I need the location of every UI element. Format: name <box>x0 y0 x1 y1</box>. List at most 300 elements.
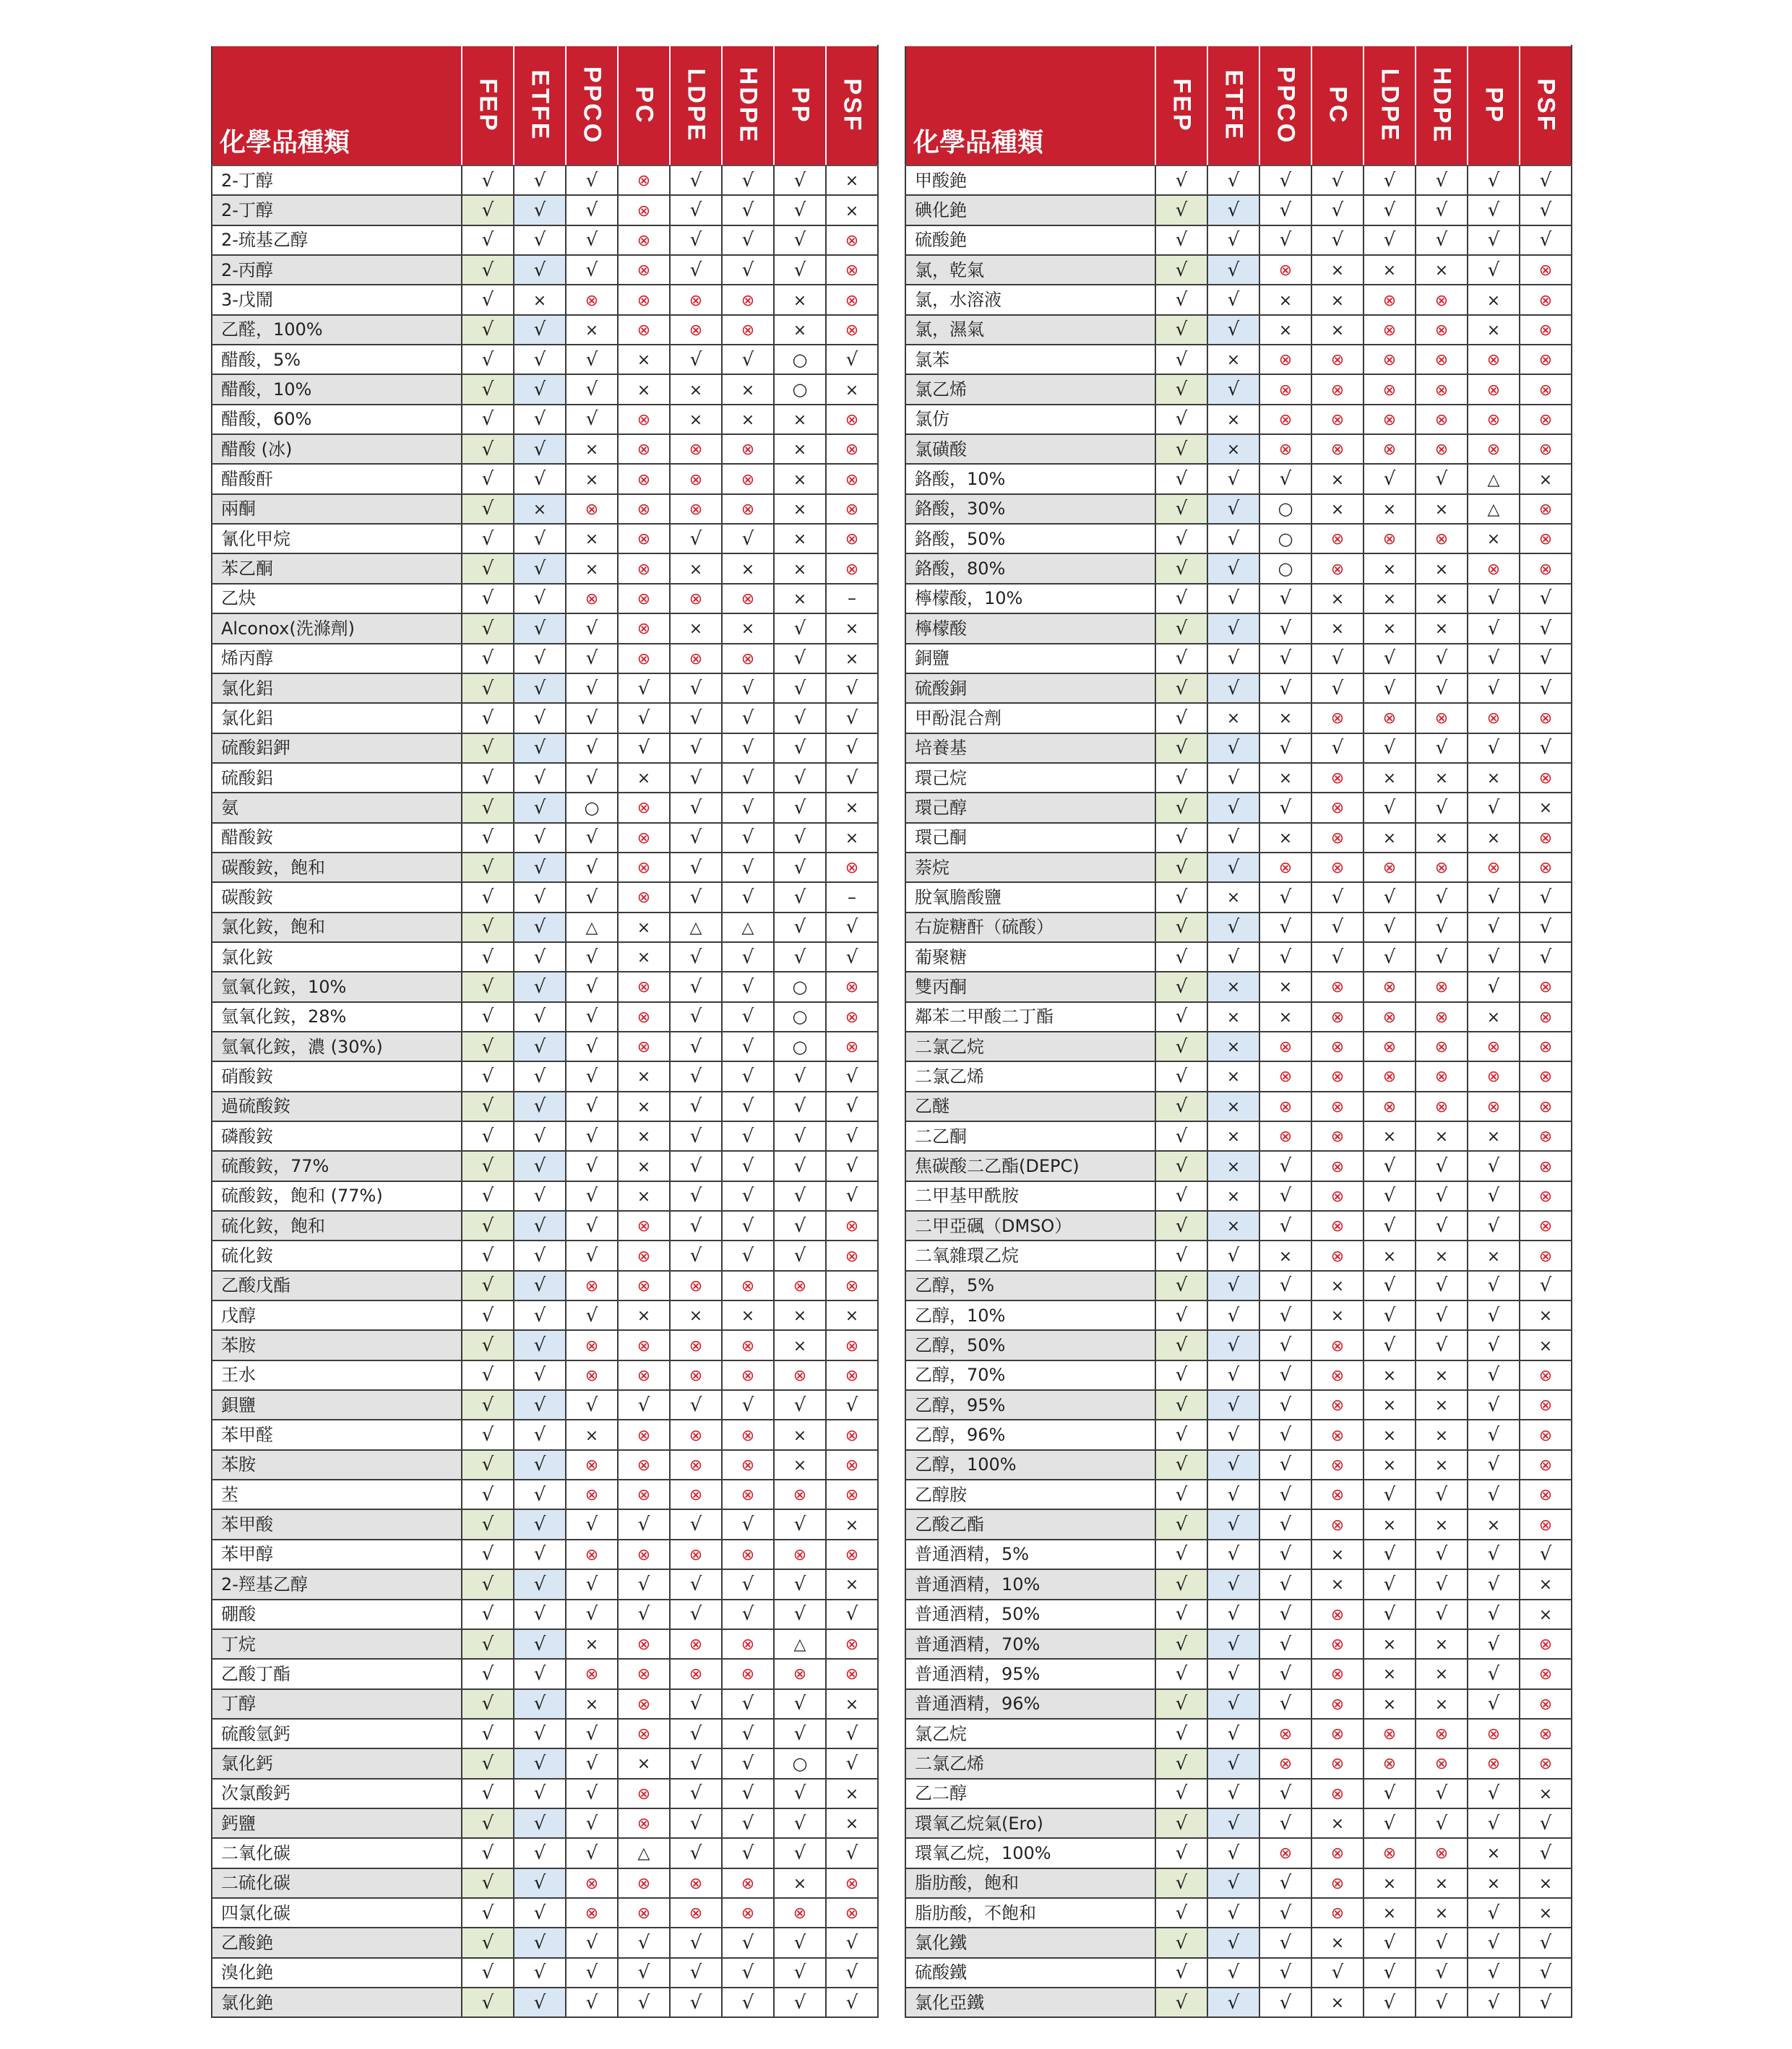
rating-ok: √ <box>1155 733 1207 763</box>
rating-ok: √ <box>1155 1988 1207 2017</box>
rating-incompatible: ⊗ <box>618 1540 670 1569</box>
rating-ok: √ <box>1364 1988 1416 2017</box>
rating-not-recommended: × <box>722 374 774 404</box>
rating-not-recommended: × <box>1416 763 1468 793</box>
rating-incompatible: ⊗ <box>1468 1719 1520 1748</box>
table-row <box>905 1300 1572 1330</box>
rating-incompatible: ⊗ <box>618 1808 670 1838</box>
rating-incompatible: ⊗ <box>1520 285 1572 314</box>
rating-ok: √ <box>1416 1271 1468 1300</box>
rating-ok: √ <box>774 793 826 822</box>
rating-ok: √ <box>1259 1330 1311 1360</box>
rating-incompatible: ⊗ <box>1520 1659 1572 1688</box>
chemical-name: 醋酸 (冰) <box>212 434 462 464</box>
rating-incompatible: ⊗ <box>1259 1719 1311 1748</box>
rating-ok: √ <box>774 673 826 703</box>
rating-ok: √ <box>462 1032 514 1061</box>
chemical-name: 四氯化碳 <box>212 1898 462 1928</box>
rating-ok: √ <box>1259 1600 1311 1629</box>
rating-ok: √ <box>670 673 722 703</box>
material-header: PPCO <box>1259 46 1311 165</box>
rating-not-recommended: × <box>1207 882 1259 912</box>
rating-not-recommended: × <box>1364 823 1416 853</box>
rating-ok: √ <box>1259 733 1311 763</box>
rating-incompatible: ⊗ <box>1311 1480 1364 1509</box>
chemical-name: 硫酸銨，77% <box>212 1151 462 1181</box>
chemical-name: 二氧雜環乙烷 <box>905 1241 1155 1270</box>
table-row <box>212 1002 878 1032</box>
rating-incompatible: ⊗ <box>826 1898 878 1928</box>
rating-ok: √ <box>1416 793 1468 822</box>
rating-ok: √ <box>566 1719 618 1748</box>
rating-incompatible: ⊗ <box>566 1480 618 1509</box>
rating-ok: √ <box>1207 913 1259 942</box>
rating-ok: √ <box>774 1958 826 1988</box>
rating-not-recommended: × <box>1259 763 1311 793</box>
table-row <box>905 1988 1572 2017</box>
rating-incompatible: ⊗ <box>670 1629 722 1659</box>
rating-incompatible: ⊗ <box>1259 1092 1311 1121</box>
rating-incompatible: ⊗ <box>1311 553 1364 583</box>
rating-incompatible: ⊗ <box>1468 345 1520 374</box>
chemical-name: 萘烷 <box>905 853 1155 882</box>
rating-ok: √ <box>722 1151 774 1181</box>
rating-ok: √ <box>618 1600 670 1629</box>
rating-ok: √ <box>670 1061 722 1091</box>
rating-incompatible: ⊗ <box>826 1360 878 1390</box>
rating-incompatible: ⊗ <box>1311 1600 1364 1629</box>
rating-ok: √ <box>1416 942 1468 972</box>
table-row <box>905 464 1572 493</box>
rating-ok: √ <box>1468 225 1520 255</box>
table-row <box>212 1629 878 1659</box>
rating-ok: √ <box>1155 1300 1207 1330</box>
rating-ok: √ <box>618 1928 670 1957</box>
rating-ok: √ <box>566 1390 618 1420</box>
rating-ok: √ <box>462 1509 514 1539</box>
rating-ok: √ <box>826 1928 878 1957</box>
chemical-name: 兩酮 <box>212 494 462 524</box>
rating-incompatible: ⊗ <box>1520 1211 1572 1241</box>
rating-incompatible: ⊗ <box>1520 1450 1572 1480</box>
rating-incompatible: ⊗ <box>618 1241 670 1270</box>
rating-ok: √ <box>514 1300 566 1330</box>
rating-ok: √ <box>1207 1689 1259 1719</box>
table-row <box>212 1600 878 1629</box>
rating-incompatible: ⊗ <box>670 1420 722 1449</box>
rating-incompatible: ⊗ <box>618 494 670 524</box>
rating-ok: √ <box>1207 315 1259 345</box>
rating-ok: √ <box>1207 1360 1259 1390</box>
rating-ok: √ <box>566 853 618 882</box>
rating-ok: √ <box>1155 613 1207 643</box>
rating-ok: √ <box>566 1748 618 1778</box>
rating-incompatible: ⊗ <box>1311 1838 1364 1868</box>
rating-not-recommended: × <box>1520 1569 1572 1599</box>
rating-incompatible: ⊗ <box>774 1360 826 1390</box>
rating-ok: √ <box>1468 1898 1520 1928</box>
table-row <box>212 793 878 822</box>
table-row <box>212 255 878 285</box>
rating-incompatible: ⊗ <box>1311 1032 1364 1061</box>
chemical-name: 氫氧化銨，濃 (30%) <box>212 1032 462 1061</box>
rating-not-recommended: × <box>670 405 722 434</box>
table-row <box>212 1420 878 1449</box>
rating-incompatible: ⊗ <box>1311 793 1364 822</box>
rating-not-recommended: × <box>1311 315 1364 345</box>
rating-ok: √ <box>566 1151 618 1181</box>
table-row <box>212 345 878 374</box>
rating-partial: △ <box>722 913 774 942</box>
chemical-name: 硫化銨 <box>212 1241 462 1270</box>
rating-ok: √ <box>514 255 566 285</box>
rating-ok: √ <box>1364 673 1416 703</box>
chemical-name: 乙醇，10% <box>905 1300 1155 1330</box>
chemical-name: 培養基 <box>905 733 1155 763</box>
rating-ok: √ <box>1468 1330 1520 1360</box>
rating-ok: √ <box>1259 1211 1311 1241</box>
rating-ok: √ <box>1259 584 1311 613</box>
rating-incompatible: ⊗ <box>722 1420 774 1449</box>
chemical-name: 碳酸銨 <box>212 882 462 912</box>
rating-incompatible: ⊗ <box>1311 1779 1364 1808</box>
table-row <box>212 374 878 404</box>
rating-ok: √ <box>774 882 826 912</box>
rating-ok: √ <box>1364 733 1416 763</box>
chemical-name: 氯乙烯 <box>905 374 1155 404</box>
rating-ok: √ <box>1364 225 1416 255</box>
rating-ok: √ <box>514 405 566 434</box>
rating-incompatible: ⊗ <box>1311 1211 1364 1241</box>
rating-not-recommended: × <box>1364 1450 1416 1480</box>
rating-ok: √ <box>1155 1330 1207 1360</box>
rating-incompatible: ⊗ <box>1520 494 1572 524</box>
chemical-name: 烯丙醇 <box>212 644 462 673</box>
rating-ok: √ <box>514 1779 566 1808</box>
rating-incompatible: ⊗ <box>1364 434 1416 464</box>
table-row <box>905 1330 1572 1360</box>
rating-not-recommended: × <box>1520 1868 1572 1898</box>
rating-not-recommended: × <box>774 285 826 314</box>
material-header: PPCO <box>566 46 618 165</box>
rating-ok: √ <box>1155 1211 1207 1241</box>
table-row <box>905 1032 1572 1061</box>
rating-incompatible: ⊗ <box>1468 553 1520 583</box>
rating-not-recommended: × <box>1311 1300 1364 1330</box>
rating-incompatible: ⊗ <box>618 1779 670 1808</box>
table-row <box>212 1509 878 1539</box>
rating-ok: √ <box>670 255 722 285</box>
rating-incompatible: ⊗ <box>1259 374 1311 404</box>
rating-ok: √ <box>1155 1271 1207 1300</box>
chemical-name: 焦碳酸二乙酯(DEPC) <box>905 1151 1155 1181</box>
rating-ok: √ <box>1207 1509 1259 1539</box>
chemical-name: 丁烷 <box>212 1629 462 1659</box>
rating-ok: √ <box>462 644 514 673</box>
rating-ok: √ <box>1207 793 1259 822</box>
rating-ok: √ <box>722 1509 774 1539</box>
rating-ok: √ <box>1468 1808 1520 1838</box>
rating-not-recommended: × <box>670 374 722 404</box>
rating-ok: √ <box>1364 1211 1416 1241</box>
rating-ok: √ <box>774 823 826 853</box>
rating-ok: √ <box>566 1838 618 1868</box>
material-header: LDPE <box>1364 46 1416 165</box>
rating-ok: √ <box>514 1420 566 1449</box>
rating-ok: √ <box>774 853 826 882</box>
rating-ok: √ <box>722 1092 774 1121</box>
chemical-name: 環己烷 <box>905 763 1155 793</box>
rating-not-recommended: × <box>774 1300 826 1330</box>
rating-incompatible: ⊗ <box>722 584 774 613</box>
rating-ok: √ <box>1520 165 1572 195</box>
rating-ok: √ <box>1155 1838 1207 1868</box>
rating-not-recommended: × <box>1207 405 1259 434</box>
chemical-name: 甲酸銫 <box>905 165 1155 195</box>
rating-not-recommended: × <box>774 315 826 345</box>
rating-incompatible: ⊗ <box>1259 1838 1311 1868</box>
rating-ok: √ <box>1311 165 1364 195</box>
rating-ok: √ <box>1207 1540 1259 1569</box>
rating-not-recommended: × <box>1468 763 1520 793</box>
rating-ok: √ <box>1155 972 1207 1001</box>
rating-ok: √ <box>514 434 566 464</box>
rating-ok: √ <box>462 1181 514 1211</box>
rating-not-recommended: × <box>1416 1689 1468 1719</box>
rating-incompatible: ⊗ <box>1364 524 1416 553</box>
rating-ok: √ <box>1416 1330 1468 1360</box>
table-row <box>212 1988 878 2017</box>
rating-ok: √ <box>826 1988 878 2017</box>
rating-incompatible: ⊗ <box>670 494 722 524</box>
rating-ok: √ <box>1207 1988 1259 2017</box>
rating-incompatible: ⊗ <box>722 644 774 673</box>
rating-not-recommended: × <box>1311 255 1364 285</box>
rating-not-recommended: × <box>1468 285 1520 314</box>
rating-incompatible: ⊗ <box>1311 1898 1364 1928</box>
rating-incompatible: ⊗ <box>1259 405 1311 434</box>
table-row <box>905 1928 1572 1957</box>
rating-not-recommended: × <box>826 1569 878 1599</box>
rating-incompatible: ⊗ <box>618 434 670 464</box>
rating-ok: √ <box>514 1032 566 1061</box>
rating-incompatible: ⊗ <box>826 1002 878 1032</box>
rating-not-recommended: × <box>618 1300 670 1330</box>
rating-not-recommended: × <box>1311 1928 1364 1957</box>
rating-not-recommended: × <box>1311 494 1364 524</box>
table-row <box>212 1032 878 1061</box>
rating-not-recommended: × <box>1520 793 1572 822</box>
rating-ok: √ <box>722 1211 774 1241</box>
rating-ok: √ <box>462 913 514 942</box>
chemical-name: 甲酚混合劑 <box>905 703 1155 733</box>
rating-incompatible: ⊗ <box>1468 1092 1520 1121</box>
rating-incompatible: ⊗ <box>1520 524 1572 553</box>
rating-ok: √ <box>566 1600 618 1629</box>
rating-incompatible: ⊗ <box>1416 1748 1468 1778</box>
rating-not-recommended: × <box>1207 1121 1259 1151</box>
rating-ok: √ <box>514 553 566 583</box>
rating-not-recommended: × <box>1364 1898 1416 1928</box>
rating-ok: √ <box>1155 1509 1207 1539</box>
rating-ok: √ <box>462 1300 514 1330</box>
rating-incompatible: ⊗ <box>1311 1061 1364 1091</box>
rating-not-recommended: × <box>1520 464 1572 493</box>
chemical-name: 二氧化碳 <box>212 1838 462 1868</box>
rating-ok: √ <box>722 1032 774 1061</box>
rating-not-recommended: × <box>826 613 878 643</box>
rating-not-recommended: × <box>1416 1420 1468 1449</box>
table-row <box>905 405 1572 434</box>
rating-ok: √ <box>1207 673 1259 703</box>
rating-ok: √ <box>1155 1061 1207 1091</box>
rating-ok: √ <box>1468 1629 1520 1659</box>
rating-ok: √ <box>1364 1779 1416 1808</box>
chemical-name: 乙酸乙酯 <box>905 1509 1155 1539</box>
rating-ok: √ <box>514 1748 566 1778</box>
rating-not-recommended: × <box>1259 1002 1311 1032</box>
rating-ok: √ <box>1207 255 1259 285</box>
rating-ok: √ <box>1207 1450 1259 1480</box>
table-row <box>212 315 878 345</box>
rating-ok: √ <box>722 703 774 733</box>
rating-ok: √ <box>1259 1629 1311 1659</box>
rating-not-recommended: × <box>618 942 670 972</box>
rating-ok: √ <box>1207 1748 1259 1778</box>
rating-ok: √ <box>670 1958 722 1988</box>
rating-ok: √ <box>1155 1121 1207 1151</box>
rating-ok: √ <box>566 345 618 374</box>
rating-incompatible: ⊗ <box>1364 1002 1416 1032</box>
chemical-name: 乙醇，96% <box>905 1420 1155 1449</box>
rating-not-recommended: × <box>826 1779 878 1808</box>
rating-ok: √ <box>1468 1390 1520 1420</box>
rating-ok: √ <box>514 1509 566 1539</box>
table-row <box>212 763 878 793</box>
material-header: PP <box>1468 46 1520 165</box>
rating-incompatible: ⊗ <box>670 1360 722 1390</box>
rating-incompatible: ⊗ <box>1520 1151 1572 1181</box>
table-row <box>905 793 1572 822</box>
rating-ok: √ <box>1416 1300 1468 1330</box>
rating-ok: √ <box>1207 464 1259 493</box>
table-row <box>905 1181 1572 1211</box>
material-header: ETFE <box>514 46 566 165</box>
rating-ok: √ <box>462 1808 514 1838</box>
rating-ok: √ <box>1468 644 1520 673</box>
rating-ok: √ <box>722 1928 774 1957</box>
rating-not-recommended: × <box>1207 1032 1259 1061</box>
rating-not-recommended: × <box>1364 1390 1416 1420</box>
rating-ok: √ <box>462 285 514 314</box>
table-row <box>905 1121 1572 1151</box>
rating-not-recommended: × <box>1364 494 1416 524</box>
rating-incompatible: ⊗ <box>1416 374 1468 404</box>
rating-not-recommended: × <box>1520 1898 1572 1928</box>
rating-ok: √ <box>1155 1659 1207 1688</box>
rating-ok: √ <box>566 763 618 793</box>
rating-ok: √ <box>1207 285 1259 314</box>
rating-incompatible: ⊗ <box>826 464 878 493</box>
rating-ok: √ <box>514 1330 566 1360</box>
table-row <box>212 1779 878 1808</box>
rating-ok: √ <box>1155 1898 1207 1928</box>
rating-incompatible: ⊗ <box>722 315 774 345</box>
rating-ok: √ <box>1468 1450 1520 1480</box>
rating-ok: √ <box>566 1928 618 1957</box>
rating-incompatible: ⊗ <box>1520 345 1572 374</box>
rating-incompatible: ⊗ <box>1520 972 1572 1001</box>
rating-incompatible: ⊗ <box>618 225 670 255</box>
rating-incompatible: ⊗ <box>618 1211 670 1241</box>
rating-not-recommended: × <box>1207 1061 1259 1091</box>
rating-ok: √ <box>1364 1600 1416 1629</box>
rating-ok: √ <box>1364 644 1416 673</box>
chemical-name: 氰化甲烷 <box>212 524 462 553</box>
rating-ok: √ <box>514 1868 566 1898</box>
rating-incompatible: ⊗ <box>1311 1092 1364 1121</box>
rating-incompatible: ⊗ <box>670 1659 722 1688</box>
rating-ok: √ <box>1520 673 1572 703</box>
rating-incompatible: ⊗ <box>826 972 878 1001</box>
rating-incompatible: ⊗ <box>722 494 774 524</box>
chemical-name: 葡聚糖 <box>905 942 1155 972</box>
rating-not-recommended: × <box>1364 1659 1416 1688</box>
rating-not-recommended: × <box>1311 1808 1364 1838</box>
rating-ok: √ <box>462 1689 514 1719</box>
rating-ok: √ <box>1311 225 1364 255</box>
rating-incompatible: ⊗ <box>1364 1748 1416 1778</box>
chemical-name: 氯仿 <box>905 405 1155 434</box>
chemical-name: 磷酸銨 <box>212 1121 462 1151</box>
rating-ok: √ <box>462 1928 514 1957</box>
rating-ok: √ <box>1520 584 1572 613</box>
chemical-name: 碳酸銨，飽和 <box>212 853 462 882</box>
chemical-name: 硫酸氫鈣 <box>212 1719 462 1748</box>
rating-ok: √ <box>1468 255 1520 285</box>
rating-ok: √ <box>514 913 566 942</box>
rating-incompatible: ⊗ <box>1364 972 1416 1001</box>
chemical-name: 2-琉基乙醇 <box>212 225 462 255</box>
rating-ok: √ <box>1364 913 1416 942</box>
table-row <box>212 1808 878 1838</box>
rating-not-recommended: × <box>1468 1121 1520 1151</box>
rating-ok: √ <box>462 942 514 972</box>
rating-incompatible: ⊗ <box>1520 1032 1572 1061</box>
rating-incompatible: ⊗ <box>1416 1061 1468 1091</box>
chemical-name: 苯甲醛 <box>212 1420 462 1449</box>
rating-incompatible: ⊗ <box>566 1330 618 1360</box>
chemical-name: 硫酸鐵 <box>905 1958 1155 1988</box>
rating-ok: √ <box>514 613 566 643</box>
rating-incompatible: ⊗ <box>826 553 878 583</box>
rating-ok: √ <box>462 1779 514 1808</box>
table-row <box>905 1659 1572 1688</box>
rating-ok: √ <box>826 673 878 703</box>
rating-incompatible: ⊗ <box>1311 703 1364 733</box>
table-row <box>212 584 878 613</box>
rating-ok: √ <box>774 1092 826 1121</box>
header-row <box>905 46 1572 165</box>
rating-not-recommended: × <box>722 553 774 583</box>
rating-not-recommended: × <box>1207 1002 1259 1032</box>
rating-not-recommended: × <box>1364 255 1416 285</box>
rating-incompatible: ⊗ <box>1364 1092 1416 1121</box>
rating-incompatible: ⊗ <box>826 524 878 553</box>
rating-incompatible: ⊗ <box>1364 1032 1416 1061</box>
rating-not-recommended: × <box>1364 1509 1416 1539</box>
rating-ok: √ <box>1207 374 1259 404</box>
